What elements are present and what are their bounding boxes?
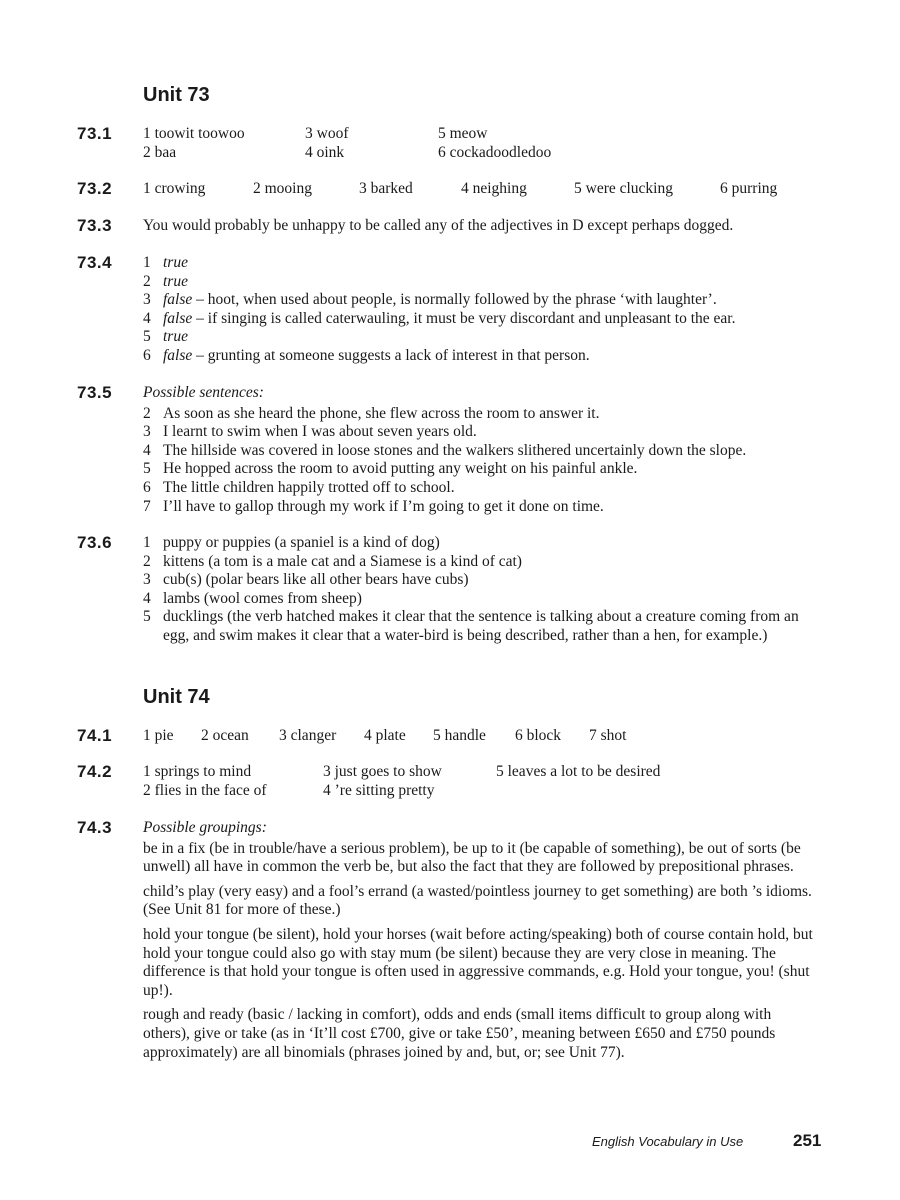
answer-item: 1 crowing: [143, 180, 206, 197]
list-item: 6 false – grunting at someone suggests a lack of interest in that person.: [143, 346, 590, 364]
answer-item: 4 oink: [305, 143, 345, 161]
answer-item: 5 leaves a lot to be desired: [496, 763, 661, 780]
answer-item: 3 just goes to show: [323, 763, 442, 780]
answer-item: 4 ’re sitting pretty: [323, 781, 435, 799]
answer-paragraph: hold your tongue (be silent), hold your horses (wait before acting/speaking) both of course contain hold, but hold your tongue could also go with stay mum (be silent) because they are very close in meaning. The difference is that hold your tongue is often used in aggressive commands, e.g. Hold your tongue, you! (shut up!).: [143, 925, 813, 999]
exercise-73-4-answers: [143, 254, 818, 366]
list-item: 1 true: [143, 254, 188, 271]
list-item: 5 He hopped across the room to avoid putting any weight on his painful ankle.: [143, 460, 638, 478]
answer-paragraph: child’s play (very easy) and a fool’s errand (a wasted/pointless journey to get something) are both ’s idioms. (See Unit 81 for more of these.): [143, 882, 812, 919]
answer-item: 5 handle: [433, 727, 486, 744]
answer-item: 3 clanger: [279, 727, 337, 744]
answer-item: 3 woof: [305, 125, 349, 142]
unit-74-heading: Unit 74: [143, 686, 210, 708]
exercise-73-3-label: 73.3: [77, 216, 113, 235]
exercise-74-1-label: 74.1: [77, 726, 113, 745]
answer-item: 1 toowit toowoo: [143, 125, 245, 142]
answer-paragraph: be in a fix (be in trouble/have a serious problem), be up to it (be capable of something), be out of sorts (be unwell) all have in common the verb be, but also the fact that they are followed by prepositional phrases.: [143, 839, 801, 876]
list-item: 3 false – hoot, when used about people, is normally followed by the phrase ‘with laughter’.: [143, 291, 717, 309]
list-item: 5 ducklings (the verb hatched makes it clear that the sentence is talking about a creature coming from an egg, and swim makes it clear that a water-bird is being described, rather than a hen, for example.): [143, 608, 799, 644]
exercise-intro: Possible groupings:: [143, 819, 267, 836]
answer-item: 5 meow: [438, 125, 488, 142]
page-number: 251: [793, 1131, 822, 1150]
exercise-73-6-answers: [143, 534, 815, 646]
exercise-73-1-answers: [143, 125, 818, 162]
exercise-73-5-label: 73.5: [77, 383, 113, 402]
unit-73-heading: Unit 73: [143, 84, 210, 106]
exercise-intro: Possible sentences:: [143, 384, 264, 401]
exercise-73-3-text: You would probably be unhappy to be called any of the adjectives in D except perhaps dogged.: [143, 217, 734, 234]
list-item: 2 kittens (a tom is a male cat and a Siamese is a kind of cat): [143, 552, 522, 570]
answer-item: 4 neighing: [461, 180, 527, 197]
answer-item: 6 cockadoodledoo: [438, 143, 552, 161]
answer-item: 1 pie: [143, 727, 174, 744]
exercise-74-3-answers: [143, 819, 815, 1068]
list-item: 5 true: [143, 328, 188, 346]
list-item: 3 cub(s) (polar bears like all other bears have cubs): [143, 571, 469, 589]
answer-item: 6 block: [515, 727, 562, 744]
exercise-73-2-label: 73.2: [77, 179, 113, 198]
exercise-73-2-answers: [143, 180, 818, 199]
list-item: 3 I learnt to swim when I was about seven years old.: [143, 423, 477, 441]
exercise-74-1-answers: [143, 727, 818, 746]
answer-item: 1 springs to mind: [143, 763, 252, 780]
exercise-73-1-label: 73.1: [77, 124, 113, 143]
answer-item: 2 flies in the face of: [143, 781, 267, 799]
exercise-73-4-label: 73.4: [77, 253, 113, 272]
answer-paragraph: rough and ready (basic / lacking in comfort), odds and ends (small items difficult to group along with others), give or take (as in ‘It’ll cost £700, give or take £50’, meaning between £650 and £750 pounds approximately) are all binomials (phrases joined by and, but, or; see Unit 77).: [143, 1006, 776, 1061]
exercise-74-2-label: 74.2: [77, 762, 113, 781]
list-item: 7 I’ll have to gallop through my work if I’m going to get it done on time.: [143, 497, 604, 515]
exercise-73-5-answers: [143, 384, 818, 516]
answer-item: 2 mooing: [253, 180, 312, 197]
answer-item: 6 purring: [720, 180, 778, 197]
answer-item: 7 shot: [589, 727, 627, 744]
list-item: 4 false – if singing is called caterwauling, it must be very discordant and unpleasant to the ear.: [143, 309, 736, 327]
book-title: English Vocabulary in Use: [592, 1134, 744, 1149]
answer-item: 2 ocean: [201, 727, 249, 744]
list-item: 4 The hillside was covered in loose stones and the walkers slithered uncertainly down the slope.: [143, 441, 747, 459]
list-item: 1 puppy or puppies (a spaniel is a kind of dog): [143, 534, 440, 551]
answer-item: 5 were clucking: [574, 180, 673, 197]
exercise-73-6-label: 73.6: [77, 533, 113, 552]
answer-item: 3 barked: [359, 180, 413, 197]
list-item: 6 The little children happily trotted off to school.: [143, 478, 455, 496]
list-item: 2 true: [143, 272, 188, 290]
list-item: 4 lambs (wool comes from sheep): [143, 589, 362, 607]
answer-item: 2 baa: [143, 143, 177, 161]
exercise-74-3-label: 74.3: [77, 818, 113, 837]
answer-item: 4 plate: [364, 727, 406, 744]
list-item: 2 As soon as she heard the phone, she flew across the room to answer it.: [143, 404, 600, 422]
exercise-74-2-answers: [143, 763, 818, 800]
